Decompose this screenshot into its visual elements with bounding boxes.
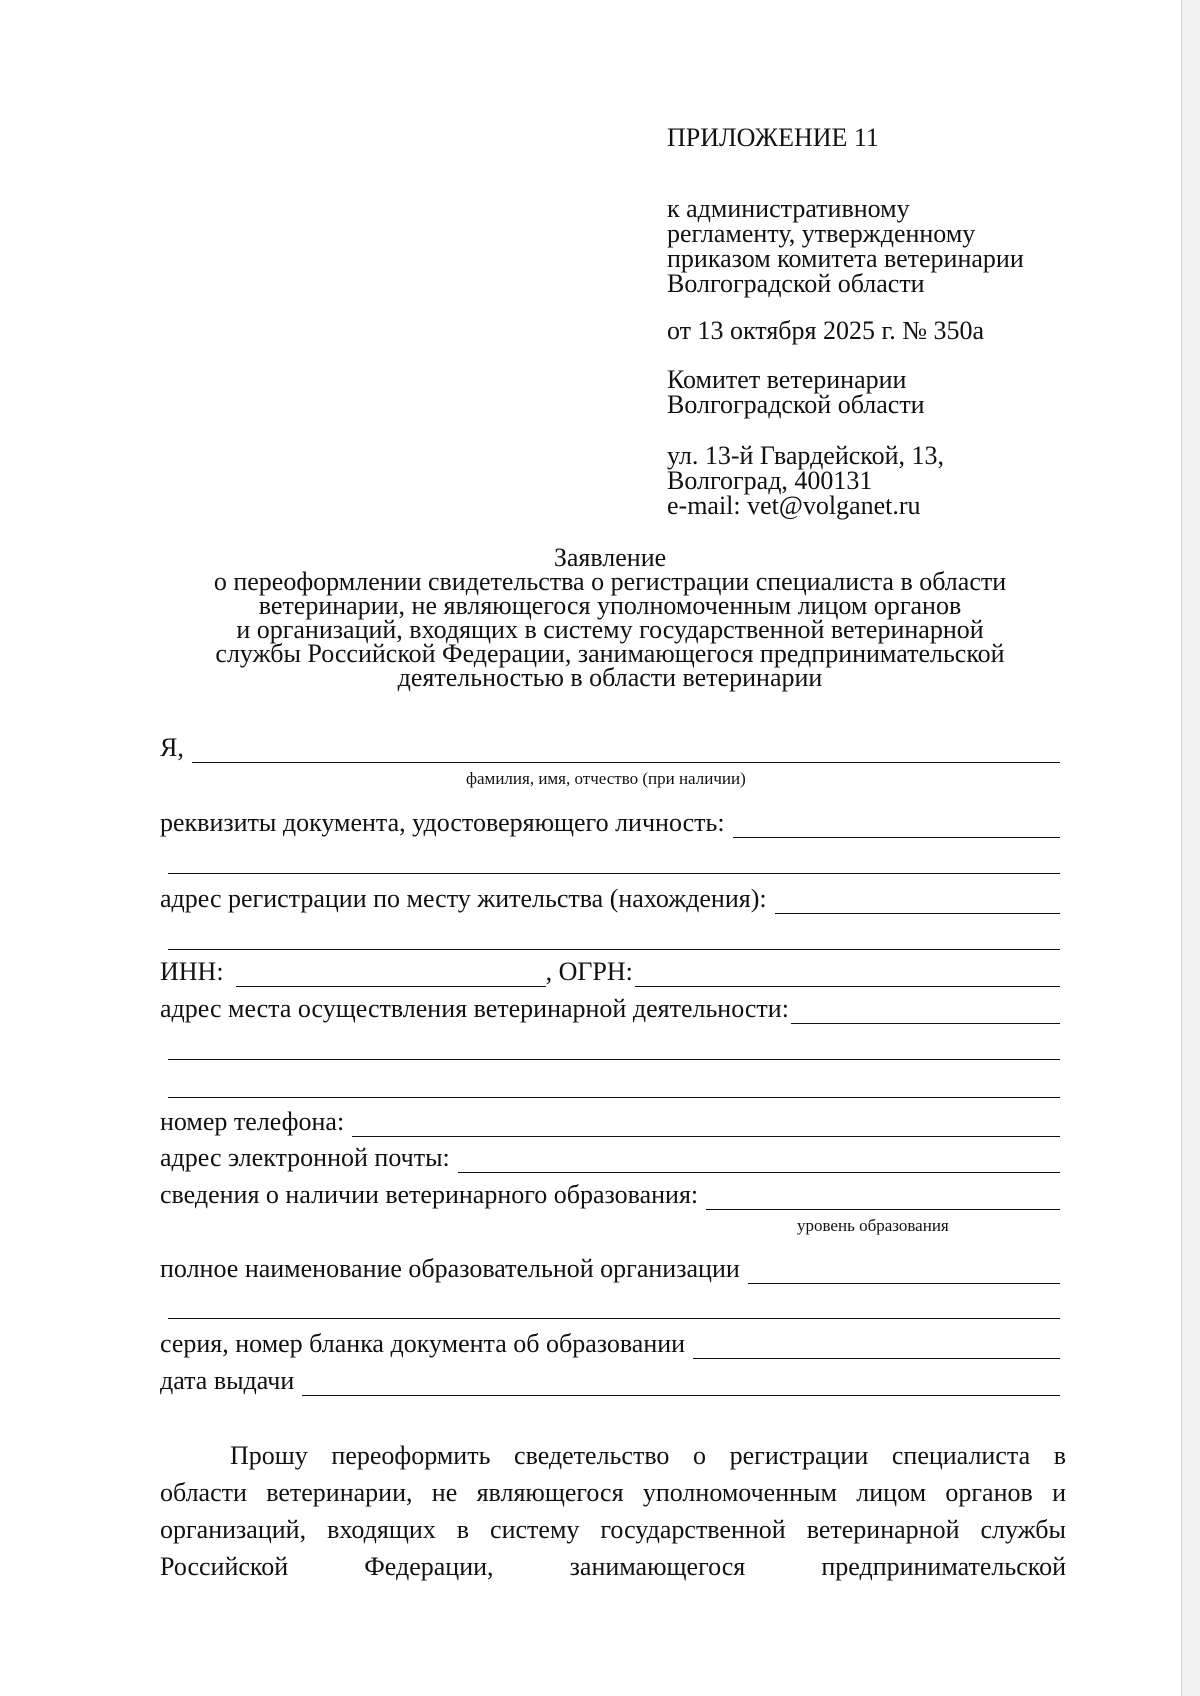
inn-label: ИНН:: [160, 957, 224, 986]
reg-address-row: [160, 884, 1060, 914]
recipient-line-1: Комитет ветеринарии: [667, 365, 907, 394]
activity-address-field[interactable]: [791, 997, 1060, 1024]
title-line-3: и организаций, входящих в систему государственной ветеринарной: [236, 615, 984, 644]
fio-field[interactable]: [192, 736, 1060, 763]
diploma-field[interactable]: [693, 1332, 1060, 1359]
ogrn-label: , ОГРН:: [545, 957, 633, 986]
appendix-label: ПРИЛОЖЕНИЕ 11: [667, 123, 879, 152]
inn-field[interactable]: [236, 960, 546, 987]
reference-line-1: к административному: [667, 194, 910, 223]
phone-field[interactable]: [352, 1110, 1060, 1137]
request-line-1: Прошу переоформить сведетельство о регистрации специалиста в: [230, 1441, 1066, 1470]
institution-field-continued[interactable]: [168, 1318, 1060, 1319]
i-label: Я,: [160, 733, 184, 762]
title-line-5: деятельностью в области ветеринарии: [397, 663, 823, 692]
diploma-row: [160, 1329, 1060, 1359]
email-label: адрес электронной почты:: [160, 1143, 450, 1172]
document-title: [160, 543, 1060, 692]
reg-address-label: адрес регистрации по месту жительства (нахождения):: [160, 884, 767, 913]
issue-date-row: [160, 1366, 1060, 1396]
title-line-4: службы Российской Федерации, занимающегося предпринимательской: [215, 639, 1005, 668]
education-label: сведения о наличии ветеринарного образования:: [160, 1180, 699, 1209]
inn-ogrn-row: [160, 957, 1060, 987]
page-edge: [1181, 0, 1200, 1696]
activity-address-label: адрес места осуществления ветеринарной деятельности:: [160, 994, 789, 1023]
request-line-2: области ветеринарии, не являющегося уполномоченным лицом органов и: [160, 1478, 1066, 1507]
ogrn-field[interactable]: [635, 960, 1060, 987]
phone-row: [160, 1107, 1060, 1137]
address-line-3: e-mail: vet@volganet.ru: [667, 491, 921, 520]
email-row: [160, 1143, 1060, 1173]
title-heading: Заявление: [553, 543, 667, 572]
activity-address-row: [160, 994, 1060, 1024]
title-line-2: ветеринарии, не являющегося уполномоченным лицом органов: [258, 591, 962, 620]
address-line-1: ул. 13-й Гвардейской, 13,: [667, 441, 945, 470]
reference-line-3: приказом комитета ветеринарии: [667, 244, 1024, 273]
phone-label: номер телефона:: [160, 1107, 345, 1136]
diploma-label: серия, номер бланка документа об образовании: [160, 1329, 686, 1358]
activity-address-field-line-3[interactable]: [168, 1097, 1060, 1098]
reference-line-4: Волгоградской области: [667, 269, 925, 298]
reg-address-field-continued[interactable]: [168, 949, 1060, 950]
request-line-4: Российской Федерации, занимающегося предпринимательской: [160, 1552, 1066, 1581]
id-doc-label: реквизиты документа, удостоверяющего личность:: [160, 808, 725, 837]
institution-field[interactable]: [748, 1257, 1060, 1284]
id-doc-row: [160, 808, 1060, 838]
recipient-line-2: Волгоградской области: [667, 390, 925, 419]
request-paragraph: [160, 1437, 1066, 1585]
fio-caption: фамилия, имя, отчество (при наличии): [466, 769, 746, 788]
fio-row: [160, 733, 1060, 763]
issue-date-label: дата выдачи: [160, 1366, 295, 1395]
reg-address-field[interactable]: [775, 887, 1060, 914]
education-row: [160, 1180, 1060, 1210]
order-date: от 13 октября 2025 г. № 350а: [667, 316, 985, 345]
activity-address-field-line-2[interactable]: [168, 1059, 1060, 1060]
reference-line-2: регламенту, утвержденному: [667, 219, 976, 248]
email-field[interactable]: [458, 1146, 1060, 1173]
id-doc-field[interactable]: [733, 811, 1060, 838]
address-line-2: Волгоград, 400131: [667, 466, 873, 495]
institution-label: полное наименование образовательной организации: [160, 1254, 740, 1283]
education-field[interactable]: [706, 1183, 1060, 1210]
id-doc-field-continued[interactable]: [168, 873, 1060, 874]
title-line-1: о переоформлении свидетельства о регистрации специалиста в области: [213, 567, 1007, 596]
issue-date-field[interactable]: [302, 1369, 1060, 1396]
education-caption: уровень образования: [797, 1216, 949, 1235]
request-line-3: организаций, входящих в систему государственной ветеринарной службы: [160, 1515, 1066, 1544]
institution-row: [160, 1254, 1060, 1284]
